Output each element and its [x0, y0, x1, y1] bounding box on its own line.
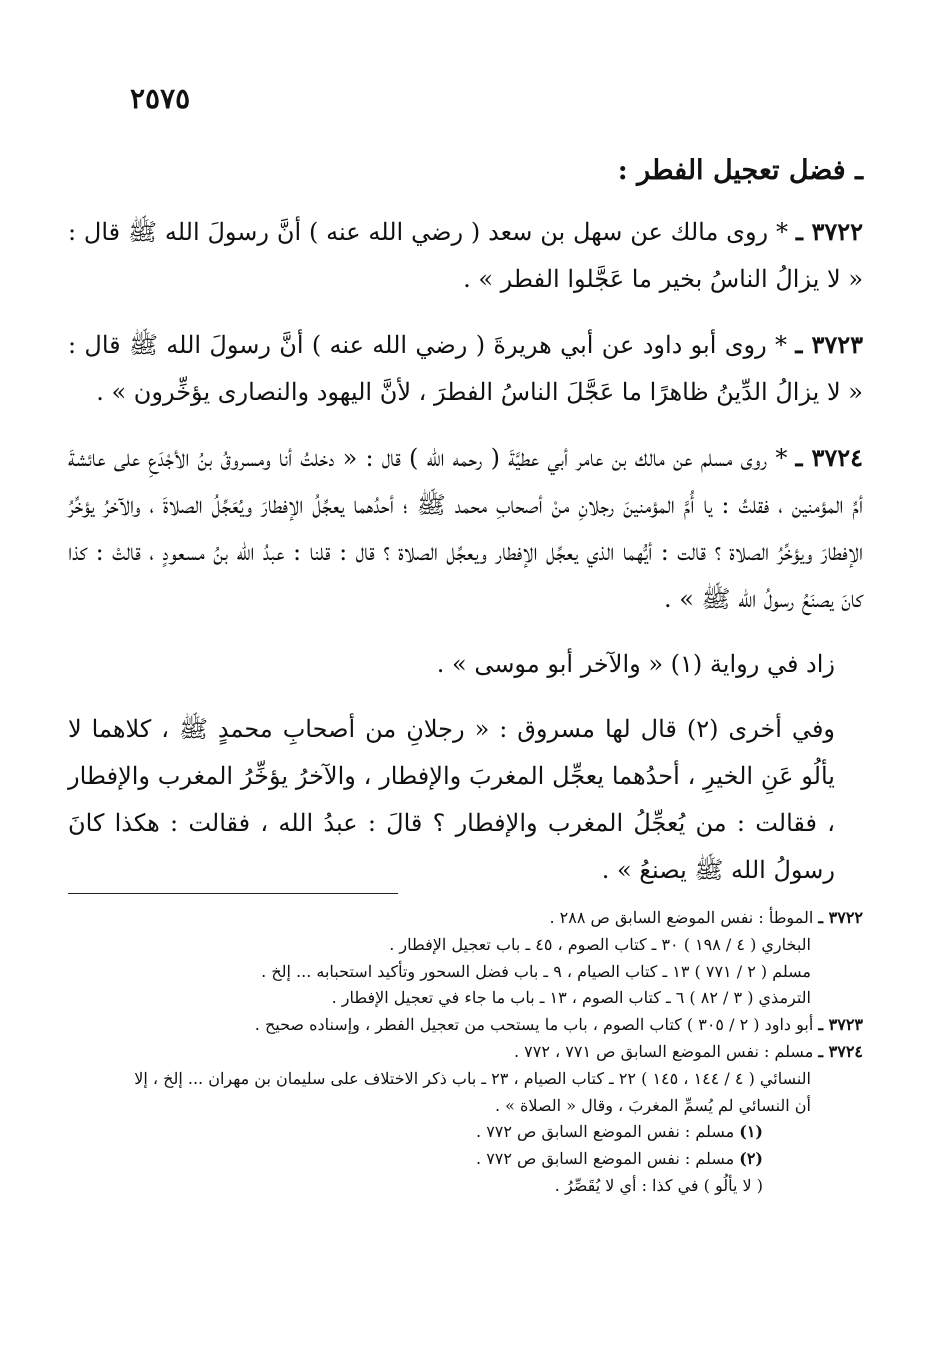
hadith-3724 [68, 434, 863, 623]
footnote-number: (١) [739, 1122, 763, 1142]
footnote-number: ٣٧٢٢ ـ [818, 908, 863, 927]
footnote-line [60, 1173, 863, 1200]
hadith-text: * روى مالك عن سهل بن سعد ( رضي الله عنه ) أنَّ رسولَ الله ﷺ قال : « لا يزالُ الناسُ بخير ما عَجَّلوا الفطر » . [68, 218, 863, 293]
footnote-line [60, 1146, 863, 1173]
hadith-3723 [68, 321, 863, 416]
footnote-text: أبو داود ( ٢ / ٣٠٥ ) كتاب الصوم ، باب ما يستحب من تعجيل الفطر ، وإسناده صحيح . [254, 1015, 814, 1035]
hadith-text: * روى مسلم عن مالك بن عامر أبي عطيَّةَ ( رحمه الله ) قال : « دخلتُ أنا ومسروقُ بنُ الأجْدَعِ على عائشةَ أمِّ المؤمنين ، فقلتُ : يا أُمَّ المؤمنينَ رجلانِ منْ أصحابِ محمد ﷺ ؛ أحدُهما يعجِّلُ الإفطارَ ويُعَجِّلُ الصلاةَ ، والآخرُ يؤخِّرُ الإفطارَ ويؤخِّرُ الصلاة ؟ قالت : أيُّهما الذي يعجِّل الإفطار ويعجِّل الصلاة ؟ قال : قلنا : عبدُ الله بنُ مسعودٍ ، قالتْ : كذا كانَ يصنَعُ رسولُ الله ﷺ » . [68, 444, 863, 613]
footnote-number: ٣٧٢٣ ـ [818, 1015, 863, 1035]
hadith-text: * روى أبو داود عن أبي هريرةَ ( رضي الله عنه ) أنَّ رسولَ الله ﷺ قال : « لا يزالُ الدِّينُ ظاهرًا ما عَجَّلَ الناسُ الفطرَ ، لأنَّ اليهود والنصارى يؤخِّرون » . [68, 331, 863, 406]
footnote-text: البخاري ( ٤ / ١٩٨ ) ٣٠ ـ كتاب الصوم ، ٤٥ ـ باب تعجيل الإفطار . [389, 934, 811, 954]
footnote-text: مسلم : نفس الموضع السابق ص ٧٧٢ . [476, 1122, 735, 1142]
hadith-3722 [68, 208, 863, 303]
variant-narration-1 [68, 641, 863, 688]
footnote-line [60, 1093, 863, 1120]
footnote-line [60, 1012, 863, 1039]
footnote-line [60, 985, 863, 1012]
footnote-text: ( لا يألُو ) في كذا : أي لا يُقَصِّرُ . [554, 1175, 763, 1195]
paragraph-text: وفي أخرى (٢) قال لها مسروق : « رجلانِ من أصحابِ محمدٍ ﷺ ، كلاهما لا يألُو عَنِ الخيرِ ، أحدُهما يعجِّل المغربَ والإفطار ، والآخرُ يؤخِّرُ المغرب والإفطار ، فقالت : من يُعجِّلُ المغرب والإفطار ؟ قالَ : عبدُ الله ، فقالت : هكذا كانَ رسولُ الله ﷺ يصنعُ » . [68, 715, 836, 884]
footnote-line [60, 932, 863, 959]
footnote-line [60, 1066, 863, 1093]
hadith-number: ٣٧٢٢ ـ [795, 217, 863, 246]
footnote-text: مسلم : نفس الموضع السابق ص ٧٧١ ، ٧٧٢ . [514, 1041, 814, 1061]
variant-narration-2 [68, 706, 863, 894]
footnotes [60, 905, 863, 1200]
section-heading: ـ فضل تعجيل الفطر : [617, 155, 863, 186]
footnote-text: أن النسائي لم يُسمِّ المغربَ ، وقال « الصلاة » . [494, 1095, 811, 1115]
hadith-number: ٣٧٢٣ ـ [795, 330, 863, 359]
paragraph-text: زاد في رواية (١) « والآخر أبو موسى » . [436, 650, 835, 678]
hadith-number: ٣٧٢٤ ـ [795, 443, 863, 472]
footnote-line [60, 905, 863, 932]
footnote-text: الموطأ : نفس الموضع السابق ص ٢٨٨ . [549, 908, 814, 927]
footnote-text: مسلم ( ٢ / ٧٧١ ) ١٣ ـ كتاب الصيام ، ٩ ـ باب فضل السحور وتأكيد استحبابه ... إلخ . [261, 961, 811, 981]
footnote-divider [68, 893, 398, 894]
footnote-line [60, 1039, 863, 1066]
footnote-text: النسائي ( ٤ / ١٤٤ ، ١٤٥ ) ٢٢ ـ كتاب الصيام ، ٢٣ ـ باب ذكر الاختلاف على سليمان بن مهران ... إلخ ، إلا [134, 1068, 811, 1088]
footnote-number: ٣٧٢٤ ـ [818, 1041, 863, 1061]
main-text [68, 208, 863, 912]
footnote-text: الترمذي ( ٣ / ٨٢ ) ٦ ـ كتاب الصوم ، ١٣ ـ باب ما جاء في تعجيل الإفطار . [331, 988, 811, 1008]
footnote-line [60, 959, 863, 986]
footnote-number: (٢) [739, 1149, 763, 1169]
footnote-text: مسلم : نفس الموضع السابق ص ٧٧٢ . [476, 1149, 735, 1169]
page-number: ٢٥٧٥ [130, 82, 191, 115]
footnote-line [60, 1119, 863, 1146]
